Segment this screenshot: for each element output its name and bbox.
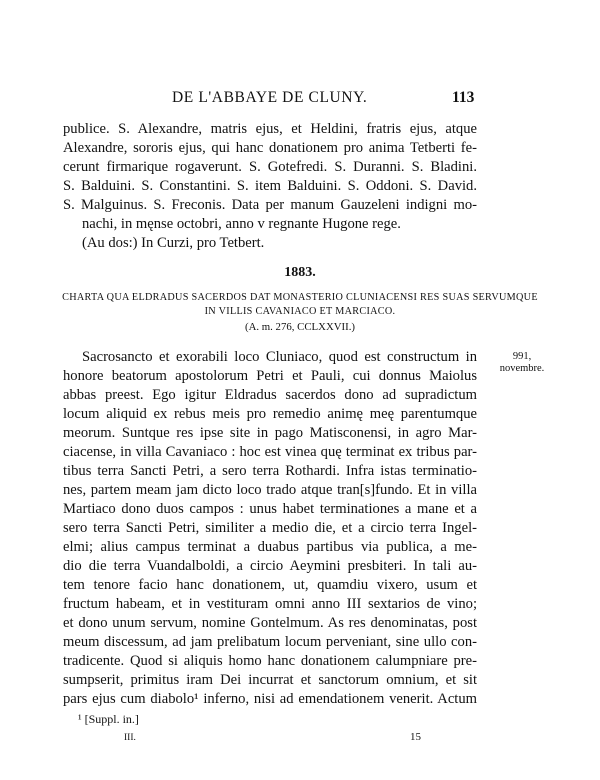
- text-line: Sacrosancto et exorabili loco Cluniaco, quod est constructum in: [82, 349, 477, 365]
- text-line: nes, partem meam jam dicto loco trado atque tran[s]fundo. Et in villa: [63, 482, 477, 498]
- signature-mark-right: 15: [410, 731, 421, 743]
- charter-date-reference: (A. m. 276, CCLXXVII.): [244, 321, 356, 333]
- text-line: nachi, in męnse octobri, anno v regnante Hugone rege.: [82, 216, 401, 232]
- text-line: Alexandre, sororis ejus, qui hanc donationem pro anima Tetberti fe-: [63, 140, 477, 156]
- text-line: sumpserit, primitus iram Dei incurrat et sanctorum omnium, et sit: [63, 672, 477, 688]
- charter-caption-line: IN VILLIS CAVANIACO ET MARCIACO.: [204, 306, 396, 317]
- text-line: dio die terra Vuandalboldi, a circio Aeymini presbiteri. In tali au-: [63, 558, 477, 574]
- text-line: elmi; alius campus terminat a duabus partibus via publica, a me-: [63, 539, 477, 555]
- margin-month: novembre.: [499, 363, 545, 374]
- text-line: tem tenore facio hanc donationem, ut, quamdiu vixero, usum et: [63, 577, 477, 593]
- text-line: S. Malguinus. S. Freconis. Data per manum Gauzeleni indigni mo-: [63, 197, 477, 213]
- text-line: S. Balduini. S. Constantini. S. item Balduini. S. Oddoni. S. David.: [63, 178, 477, 194]
- page-number: 113: [452, 89, 475, 106]
- text-line: meorum. Suntque res ipse site in pago Matisconensi, in agro Mar-: [63, 425, 477, 441]
- text-line: tradicente. Quod si aliquis homo hanc donationem calumpniare pre-: [63, 653, 477, 669]
- text-line: honore beatorum apostolorum Petri et Pauli, cui donnus Maiolus: [63, 368, 477, 384]
- footnote: ¹ [Suppl. in.]: [78, 712, 139, 726]
- text-line: sero terra Sancti Petri, similiter a medio die, et a circio terra Ingel-: [63, 520, 477, 536]
- text-line: cerunt firmarique rogaverunt. S. Gotefredi. S. Duranni. S. Bladini.: [63, 159, 477, 175]
- text-line: abbas preest. Ego igitur Eldradus sacerdos dono ad supradictum: [63, 387, 477, 403]
- margin-date: 991,: [512, 351, 532, 362]
- signature-mark-left: III.: [124, 733, 136, 743]
- text-line: pars ejus cum diabolo¹ inferno, nisi ad emendationem venerit. Actum: [63, 691, 477, 707]
- text-line: meum discessum, ad jam prelibatum locum perveniant, sine ullo con-: [63, 634, 477, 650]
- text-line: et dono unum servum, nomine Gontelmum. As res denominatas, post: [63, 615, 477, 631]
- charter-caption-line: CHARTA QUA ELDRADUS SACERDOS DAT MONASTERIO CLUNIACENSI RES SUAS SERVUMQUE: [62, 292, 538, 303]
- running-title: DE L'ABBAYE DE CLUNY.: [172, 89, 368, 106]
- text-line: locum aliquid ex rebus meis pro remedio animę meę parentumque: [63, 406, 477, 422]
- text-line: publice. S. Alexandre, matris ejus, et Heldini, fratris ejus, atque: [63, 121, 477, 137]
- text-line: fructum habeam, et in vestituram omni anno III sextarios de vino;: [63, 596, 477, 612]
- charter-number: 1883.: [284, 265, 316, 280]
- dorsal-note: (Au dos:) In Curzi, pro Tetbert.: [82, 235, 265, 251]
- text-line: ciacense, in villa Cavaniaco : hoc est vinea quę terminat ex tribus par-: [63, 444, 477, 460]
- running-header: [0, 89, 600, 109]
- text-line: Martiaco dono duos campos : unus habet terminationes a mane et a: [63, 501, 477, 517]
- text-line: tibus terra Sancti Petri, a sero terra Rothardi. Infra istas terminatio-: [63, 463, 477, 479]
